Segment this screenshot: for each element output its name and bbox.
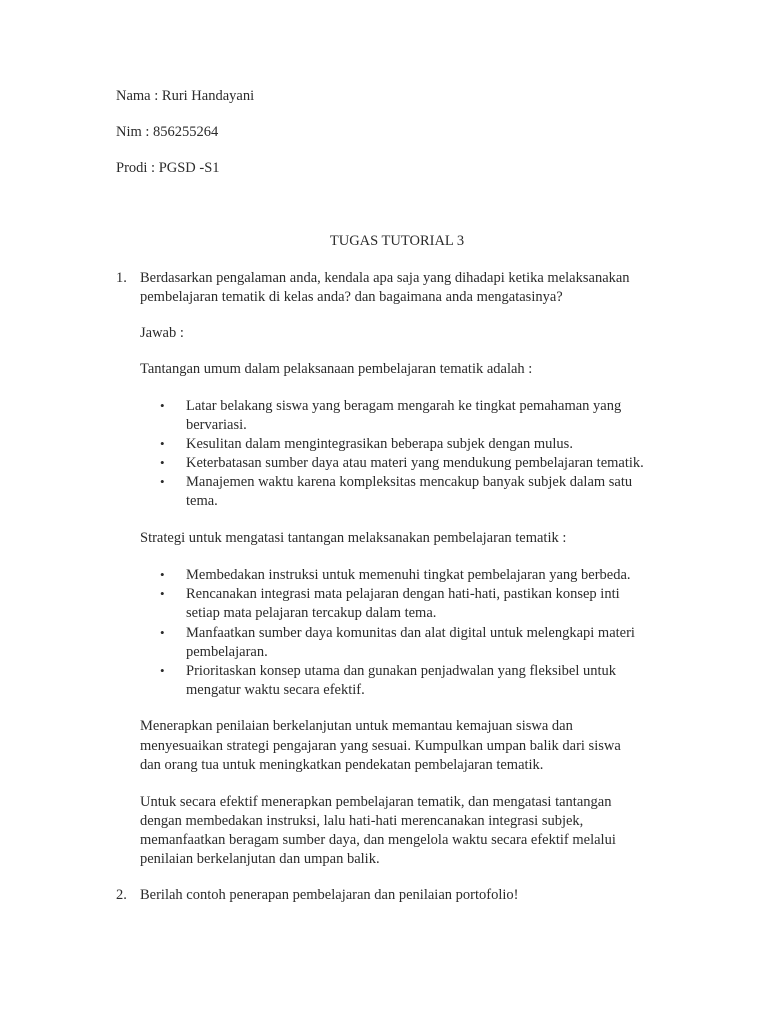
bullet-icon: • [160, 455, 165, 470]
question-2-number: 2. [116, 887, 127, 903]
question-1-line: Berdasarkan pengalaman anda, kendala apa saja yang dihadapi ketika melaksanakan [140, 270, 630, 286]
student-name: Nama : Ruri Handayani [116, 88, 255, 104]
bullet-icon: • [160, 625, 165, 640]
bullet-icon: • [160, 567, 165, 582]
list-item: Latar belakang siswa yang beragam mengarah ke tingkat pemahaman yang [186, 398, 622, 414]
list-item: Manfaatkan sumber daya komunitas dan alat digital untuk melengkapi materi [186, 625, 635, 641]
question-1-number: 1. [116, 270, 127, 286]
paragraph-line: menyesuaikan strategi pengajaran yang sesuai. Kumpulkan umpan balik dari siswa [140, 738, 621, 754]
list-item-continuation: setiap mata pelajaran tercakup dalam tema. [186, 605, 437, 621]
challenges-intro: Tantangan umum dalam pelaksanaan pembelajaran tematik adalah : [140, 361, 533, 377]
list-item: Prioritaskan konsep utama dan gunakan penjadwalan yang fleksibel untuk [186, 663, 617, 679]
bullet-icon: • [160, 586, 165, 601]
list-item-continuation: pembelajaran. [186, 644, 268, 660]
list-item: Kesulitan dalam mengintegrasikan beberapa subjek dengan mulus. [186, 436, 573, 452]
list-item-continuation: mengatur waktu secara efektif. [186, 682, 365, 698]
paragraph-line: Untuk secara efektif menerapkan pembelajaran tematik, dan mengatasi tantangan [140, 794, 612, 810]
list-item: Keterbatasan sumber daya atau materi yang mendukung pembelajaran tematik. [186, 455, 644, 471]
paragraph-line: memanfaatkan beragam sumber daya, dan mengelola waktu secara efektif melalui [140, 832, 616, 848]
list-item-continuation: tema. [186, 493, 218, 509]
document-title: TUGAS TUTORIAL 3 [329, 233, 465, 249]
bullet-icon: • [160, 474, 165, 489]
answer-label: Jawab : [140, 325, 184, 341]
strategies-intro: Strategi untuk mengatasi tantangan melaksanakan pembelajaran tematik : [140, 530, 567, 546]
paragraph-line: dan orang tua untuk meningkatkan pendekatan pembelajaran tematik. [140, 757, 544, 773]
bullet-icon: • [160, 398, 165, 413]
list-item-continuation: bervariasi. [186, 417, 247, 433]
list-item: Manajemen waktu karena kompleksitas mencakup banyak subjek dalam satu [186, 474, 633, 490]
list-item: Rencanakan integrasi mata pelajaran dengan hati-hati, pastikan konsep inti [186, 586, 620, 602]
list-item: Membedakan instruksi untuk memenuhi tingkat pembelajaran yang berbeda. [186, 567, 631, 583]
student-nim: Nim : 856255264 [116, 124, 219, 140]
question-2-text: Berilah contoh penerapan pembelajaran dan penilaian portofolio! [140, 887, 519, 903]
paragraph-line: dengan membedakan instruksi, lalu hati-hati merencanakan integrasi subjek, [140, 813, 584, 829]
bullet-icon: • [160, 663, 165, 678]
paragraph-line: penilaian berkelanjutan dan umpan balik. [140, 851, 380, 867]
student-prodi: Prodi : PGSD -S1 [116, 160, 220, 176]
question-1-line: pembelajaran tematik di kelas anda? dan bagaimana anda mengatasinya? [140, 289, 563, 305]
paragraph-line: Menerapkan penilaian berkelanjutan untuk memantau kemajuan siswa dan [140, 718, 573, 734]
bullet-icon: • [160, 436, 165, 451]
